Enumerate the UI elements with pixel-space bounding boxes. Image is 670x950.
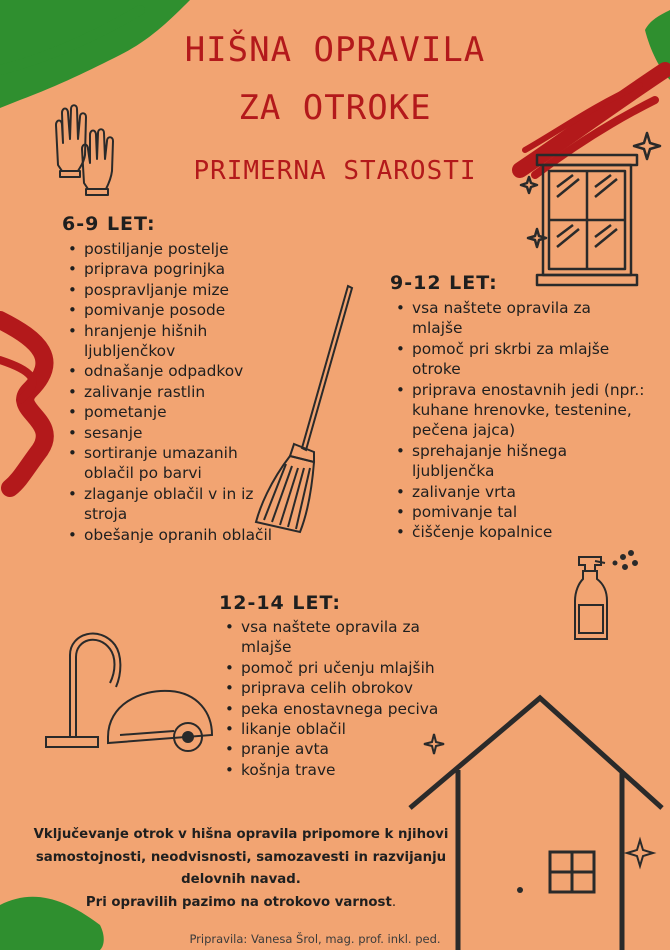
title-line-1: HIŠNA OPRAVILA [184, 30, 486, 70]
list-item: • zalivanje rastlin [62, 382, 272, 402]
list-item: • peka enostavnega peciva [219, 699, 479, 719]
safety-emphasis: varnost [334, 894, 392, 910]
list-item: • priprava pogrinjka [62, 259, 272, 279]
list-item: • zlaganje oblačil v in iz stroja [62, 484, 264, 525]
list-item: • pomoč pri učenju mlajših [219, 658, 479, 678]
section-heading-12-14: 12-14 LET: [219, 592, 341, 614]
list-item: • pomivanje tal [390, 502, 652, 522]
section-heading-6-9: 6-9 LET: [62, 213, 156, 235]
list-item: • pospravljanje mize [62, 280, 272, 300]
task-list-12-14 [219, 617, 479, 780]
list-item: • sortiranje umazanih oblačil po barvi [62, 443, 272, 484]
window-icon [515, 125, 665, 290]
list-item: • priprava celih obrokov [219, 678, 479, 698]
footer-line-2: samostojnosti, neodvisnosti, samozavesti in razvijanju [35, 849, 447, 865]
footer-line-4-post: . [391, 894, 397, 910]
list-item: • vsa naštete opravila za mlajše [390, 298, 642, 339]
section-heading-9-12: 9-12 LET: [390, 272, 498, 294]
list-item: • odnašanje odpadkov [62, 361, 272, 381]
list-item: • zalivanje vrta [390, 482, 652, 502]
footer-line-3: delovnih navad. [181, 872, 301, 887]
list-item: • sprehajanje hišnega ljubljenčka [390, 441, 612, 482]
list-item: • pometanje [62, 402, 272, 422]
footer-line-4 [0, 892, 482, 915]
list-item: • obešanje opranih oblačil [62, 525, 354, 545]
list-item: • vsa naštete opravila za mlajše [219, 617, 466, 658]
list-item: • pranje avta [219, 739, 479, 759]
list-item: • sesanje [62, 423, 272, 443]
footer-message [0, 824, 482, 914]
list-item: • hranjenje hišnih ljubljenčkov [62, 321, 272, 362]
spray-bottle-icon [565, 545, 645, 645]
vacuum-cleaner-icon [40, 625, 220, 765]
list-item: • priprava enostavnih jedi (npr.: kuhane hrenovke, testenine, pečena jajca) [390, 380, 652, 441]
list-item: • košnja trave [219, 760, 479, 780]
list-item: • pomivanje posode [62, 300, 272, 320]
list-item: • postiljanje postelje [62, 239, 272, 259]
subtitle: PRIMERNA STAROSTI [193, 156, 477, 186]
title-line-2: ZA OTROKE [238, 88, 432, 128]
gloves-icon [50, 105, 122, 197]
author-credit: Pripravila: Vanesa Šrol, mag. prof. inkl. ped. [189, 932, 441, 946]
footer-line-4-pre: Pri opravilih pazimo na otrokovo [85, 894, 335, 910]
task-list-9-12 [390, 298, 652, 543]
task-list-6-9 [62, 239, 272, 545]
list-item: • pomoč pri skrbi za mlajše otroke [390, 339, 652, 380]
list-item: • likanje oblačil [219, 719, 479, 739]
footer-line-1: Vključevanje otrok v hišna opravila pripomore k njihovi [33, 827, 449, 842]
list-item: • čiščenje kopalnice [390, 522, 652, 542]
